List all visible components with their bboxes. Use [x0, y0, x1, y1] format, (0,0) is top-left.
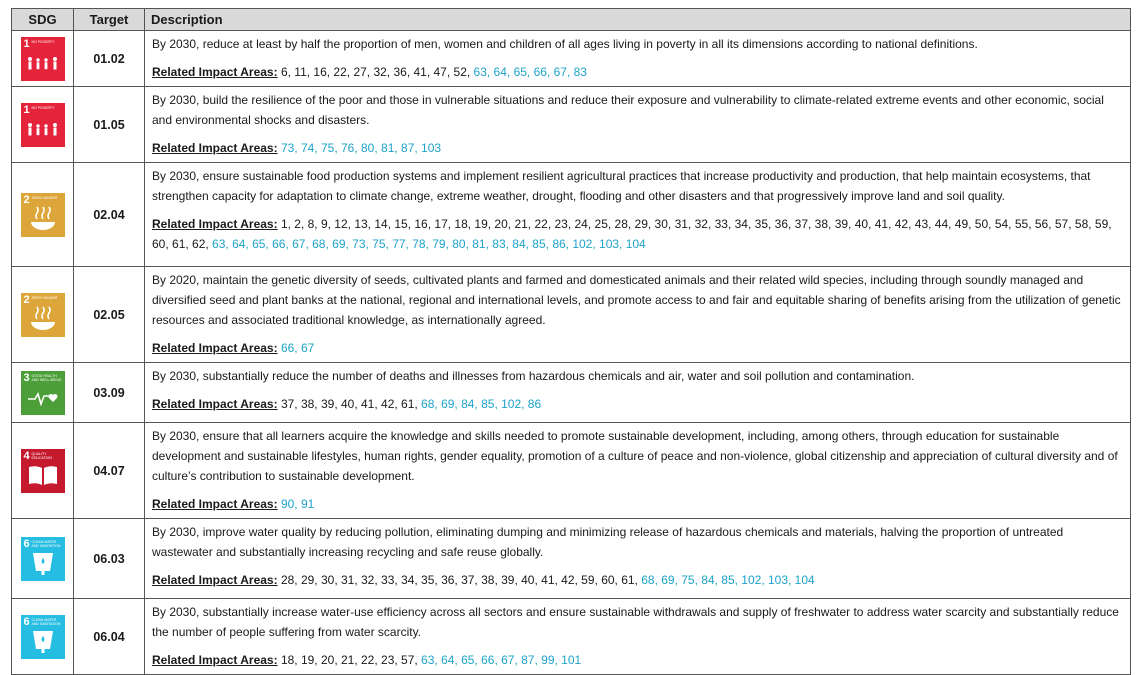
related-impact-areas: [152, 138, 1123, 158]
table-row: [12, 163, 1131, 267]
description-cell: [145, 163, 1131, 267]
impact-areas-blue: 63, 64, 65, 66, 67, 87, 99, 101: [417, 653, 582, 667]
table-row: [12, 423, 1131, 519]
description-text: By 2030, improve water quality by reducing pollution, eliminating dumping and minimizing release of hazardous chemicals and materials, halving the proportion of untreated wastewater and substantially increasing recycling and safe reuse globally.: [152, 525, 1064, 559]
description-text: By 2030, ensure that all learners acquire the knowledge and skills needed to promote sustainable development, including, among others, through education for sustainable development and sustainable lifestyles, human rights, gender equality, promotion of a culture of peace and non-violence, global citizenship and appreciation of cultural diversity and of culture’s contribution to sustainable development.: [152, 429, 1118, 483]
sdg-cell: [12, 267, 74, 363]
related-impact-areas: [152, 650, 1123, 670]
table-row: [12, 267, 1131, 363]
header-row: [12, 9, 1131, 31]
description-text: By 2030, ensure sustainable food production systems and implement resilient agricultural practices that increase productivity and production, that help maintain ecosystems, that strengthen capacity for adaptation to climate change, extreme weather, drought, flooding and other disasters and that progressively improve land and soil quality.: [152, 169, 1091, 203]
target-code: 01.02: [74, 31, 145, 87]
related-impact-areas-label: Related Impact Areas:: [152, 65, 278, 79]
sdg-goal-number: 2: [23, 293, 30, 306]
description-cell: [145, 599, 1131, 675]
description-cell: [145, 31, 1131, 87]
description-text: By 2030, substantially increase water-use efficiency across all sectors and ensure sustainable withdrawals and supply of freshwater to address water scarcity and substantially reduce the number of people suffering from water scarcity.: [152, 605, 1119, 639]
related-impact-areas: [152, 214, 1123, 254]
sdg-targets-table-container: [11, 8, 1131, 675]
target-code: 01.05: [74, 87, 145, 163]
sdg-goal-badge: [21, 193, 65, 237]
related-impact-areas-label: Related Impact Areas:: [152, 217, 278, 231]
sdg-cell: [12, 423, 74, 519]
target-code: 03.09: [74, 363, 145, 423]
table-row: [12, 599, 1131, 675]
impact-areas-blue: 68, 69, 75, 84, 85, 102, 103, 104: [637, 573, 815, 587]
impact-areas-black: 1, 2, 8, 9, 12, 13, 14, 15, 16, 17, 18, 19, 20, 21, 22, 23, 24, 25, 28, 29, 30, 31, 32, 33, 34, 35, 36, 37, 38, 39, 40, 41, 42, 43, 44, 49, 50, 54, 55, 56, 57, 58, 59, 60, 61, 62,: [152, 217, 1112, 251]
sdg-goal-label: NO POVERTY: [31, 105, 55, 110]
sdg-goal-badge: [21, 371, 65, 415]
sdg-goal-number: 6: [23, 615, 30, 628]
target-code: 06.04: [74, 599, 145, 675]
sdg-goal-label: CLEAN WATER AND SANITATION: [31, 617, 61, 626]
sdg-targets-table: [11, 8, 1131, 675]
sdg-goal-badge: [21, 449, 65, 493]
sdg-cell: [12, 363, 74, 423]
related-impact-areas: [152, 338, 1123, 358]
related-impact-areas-label: Related Impact Areas:: [152, 573, 278, 587]
sdg-goal-label: QUALITY EDUCATION: [31, 451, 52, 460]
related-impact-areas-label: Related Impact Areas:: [152, 341, 278, 355]
sdg-goal-number: 1: [23, 37, 30, 50]
sdg-cell: [12, 31, 74, 87]
related-impact-areas: [152, 570, 1123, 590]
table-row: [12, 519, 1131, 599]
sdg-goal-badge: [21, 615, 65, 659]
sdg-goal-badge: [21, 37, 65, 81]
sdg-goal-label: GOOD HEALTH AND WELL-BEING: [31, 373, 62, 382]
description-text: By 2020, maintain the genetic diversity of seeds, cultivated plants and farmed and domesticated animals and their related wild species, including through soundly managed and diversified seed and plant banks at the national, regional and international levels, and promote access to and fair and equitable sharing of benefits arising from the utilization of genetic resources and associated traditional knowledge, as internationally agreed.: [152, 273, 1121, 327]
sdg-goal-number: 3: [23, 371, 30, 384]
sdg-cell: [12, 163, 74, 267]
table-row: [12, 363, 1131, 423]
sdg-goal-badge: [21, 103, 65, 147]
impact-areas-blue: 90, 91: [277, 497, 315, 511]
sdg-goal-label: ZERO HUNGER: [31, 195, 58, 200]
sdg-goal-number: 4: [23, 449, 30, 462]
header-target: Target: [74, 9, 145, 31]
sdg-cell: [12, 519, 74, 599]
description-cell: [145, 267, 1131, 363]
table-row: [12, 87, 1131, 163]
sdg-cell: [12, 599, 74, 675]
impact-areas-blue: 63, 64, 65, 66, 67, 83: [470, 65, 587, 79]
description-text: By 2030, build the resilience of the poor and those in vulnerable situations and reduce their exposure and vulnerability to climate-related extreme events and other economic, social and environmental shocks and disasters.: [152, 93, 1104, 127]
sdg-goal-badge: [21, 293, 65, 337]
impact-areas-blue: 63, 64, 65, 66, 67, 68, 69, 73, 75, 77, 78, 79, 80, 81, 83, 84, 85, 86, 102, 103, 104: [208, 237, 646, 251]
related-impact-areas-label: Related Impact Areas:: [152, 397, 278, 411]
target-code: 02.05: [74, 267, 145, 363]
target-code: 02.04: [74, 163, 145, 267]
target-code: 04.07: [74, 423, 145, 519]
related-impact-areas: [152, 62, 1123, 82]
sdg-goal-label: ZERO HUNGER: [31, 295, 58, 300]
related-impact-areas: [152, 394, 1123, 414]
impact-areas-black: 18, 19, 20, 21, 22, 23, 57,: [277, 653, 418, 667]
header-sdg: SDG: [12, 9, 74, 31]
related-impact-areas: [152, 494, 1123, 514]
description-text: By 2030, reduce at least by half the proportion of men, women and children of all ages living in poverty in all its dimensions according to national definitions.: [152, 37, 978, 51]
table-row: [12, 31, 1131, 87]
impact-areas-black: 37, 38, 39, 40, 41, 42, 61,: [277, 397, 418, 411]
description-cell: [145, 87, 1131, 163]
related-impact-areas-label: Related Impact Areas:: [152, 497, 278, 511]
sdg-goal-number: 1: [23, 103, 30, 116]
target-code: 06.03: [74, 519, 145, 599]
sdg-goal-badge: [21, 537, 65, 581]
impact-areas-black: 28, 29, 30, 31, 32, 33, 34, 35, 36, 37, 38, 39, 40, 41, 42, 59, 60, 61,: [277, 573, 638, 587]
description-cell: [145, 423, 1131, 519]
sdg-goal-label: NO POVERTY: [31, 39, 55, 44]
sdg-cell: [12, 87, 74, 163]
header-description: Description: [145, 9, 1131, 31]
description-cell: [145, 363, 1131, 423]
impact-areas-blue: 73, 74, 75, 76, 80, 81, 87, 103: [277, 141, 442, 155]
sdg-goal-label: CLEAN WATER AND SANITATION: [31, 539, 61, 548]
description-text: By 2030, substantially reduce the number of deaths and illnesses from hazardous chemicals and air, water and soil pollution and contamination.: [152, 369, 915, 383]
sdg-goal-number: 6: [23, 537, 30, 550]
related-impact-areas-label: Related Impact Areas:: [152, 653, 278, 667]
related-impact-areas-label: Related Impact Areas:: [152, 141, 278, 155]
impact-areas-blue: 68, 69, 84, 85, 102, 86: [417, 397, 542, 411]
impact-areas-blue: 66, 67: [277, 341, 315, 355]
sdg-goal-number: 2: [23, 193, 30, 206]
description-cell: [145, 519, 1131, 599]
impact-areas-black: 6, 11, 16, 22, 27, 32, 36, 41, 47, 52,: [277, 65, 471, 79]
